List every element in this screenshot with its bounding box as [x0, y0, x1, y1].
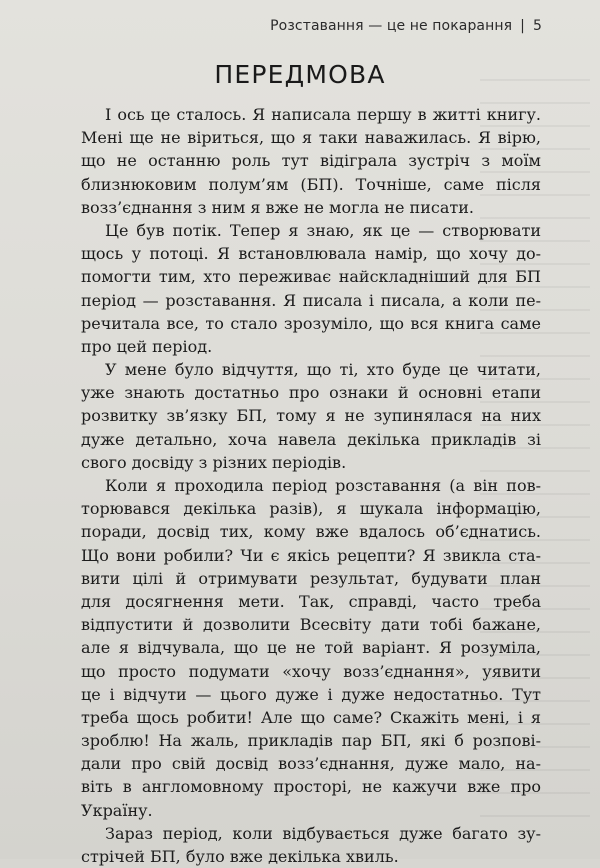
text-line: возз’єднання з ним я вже не могла не писати.	[81, 197, 474, 217]
running-title: Розставання — це не покарання	[270, 18, 513, 34]
text-line: речитала все, то стало зрозуміло, що вся книга саме	[81, 313, 541, 333]
text-line: щось у потоці. Я встановлювала намір, що хочу до-	[81, 244, 541, 264]
text-line: Україну.	[81, 800, 153, 820]
text-line: Зараз період, коли відбувається дуже багато зу-	[105, 823, 541, 843]
text-line: поради, досвід тих, кому вже вдалось об’єднатись.	[81, 522, 541, 542]
paragraph	[81, 358, 541, 474]
text-line: торювався декілька разів), я шукала інформацію,	[81, 499, 541, 519]
text-line: про цей період.	[81, 336, 213, 356]
text-line: стрічей БП, було вже декілька хвиль.	[81, 847, 399, 866]
text-line: зроблю! На жаль, прикладів пар БП, які б розпові-	[81, 731, 541, 751]
text-line: близнюковим полум’ям (БП). Точніше, саме після	[81, 174, 541, 194]
text-line: Що вони робили? Чи є якісь рецепти? Я звикла ста-	[81, 545, 541, 565]
text-line: що просто подумати «хочу возз’єднання», уявити	[81, 661, 541, 681]
text-line: помогти тим, хто переживає найскладніший для БП	[81, 267, 541, 287]
text-line: відпустити й дозволити Всесвіту дати тобі бажане,	[81, 615, 541, 635]
text-line: дуже детально, хоча навела декілька прикладів зі	[81, 429, 541, 449]
header-separator: |	[520, 18, 525, 34]
text-line: треба щось робити! Але що саме? Скажіть мені, і я	[81, 707, 541, 727]
text-line: розвитку зв’язку БП, тому я не зупинялася на них	[81, 406, 541, 426]
text-line: період — розставання. Я писала і писала, а коли пе-	[81, 290, 541, 310]
text-line: вити цілі й отримувати результат, будувати план	[81, 568, 541, 588]
text-line: Мені ще не віриться, що я таки наважилась. Я вірю,	[81, 128, 541, 148]
text-line: уже знають достатньо про ознаки й основні етапи	[81, 383, 541, 403]
chapter-title: ПЕРЕДМОВА	[214, 60, 386, 89]
text-line: свого досвіду з різних періодів.	[81, 452, 347, 472]
page-number: 5	[532, 18, 542, 34]
text-line: Коли я проходила період розставання (а він пов-	[105, 476, 541, 495]
text-line: для досягнення мети. Так, справді, часто треба	[81, 591, 541, 611]
paragraph	[81, 219, 541, 358]
text-line: це і відчути — цього дуже і дуже недостатньо. Тут	[81, 684, 541, 704]
text-line: дали про свій досвід возз’єднання, дуже мало, на-	[81, 754, 541, 774]
text-line: але я відчувала, що це не той варіант. Я розуміла,	[81, 638, 541, 658]
body-text	[81, 103, 541, 868]
paragraph	[81, 822, 541, 868]
text-line: віть в англомовному просторі, не кажучи вже про	[81, 777, 541, 797]
text-line: що не останню роль тут відіграла зустріч з моїм	[81, 151, 541, 171]
text-line: У мене було відчуття, що ті, хто буде це читати,	[105, 360, 541, 380]
running-header	[270, 18, 542, 34]
paragraph	[81, 103, 541, 219]
paragraph	[81, 474, 541, 822]
text-line: І ось це сталось. Я написала першу в житті книгу.	[105, 105, 541, 124]
text-line: Це був потік. Тепер я знаю, як це — створювати	[105, 220, 541, 240]
